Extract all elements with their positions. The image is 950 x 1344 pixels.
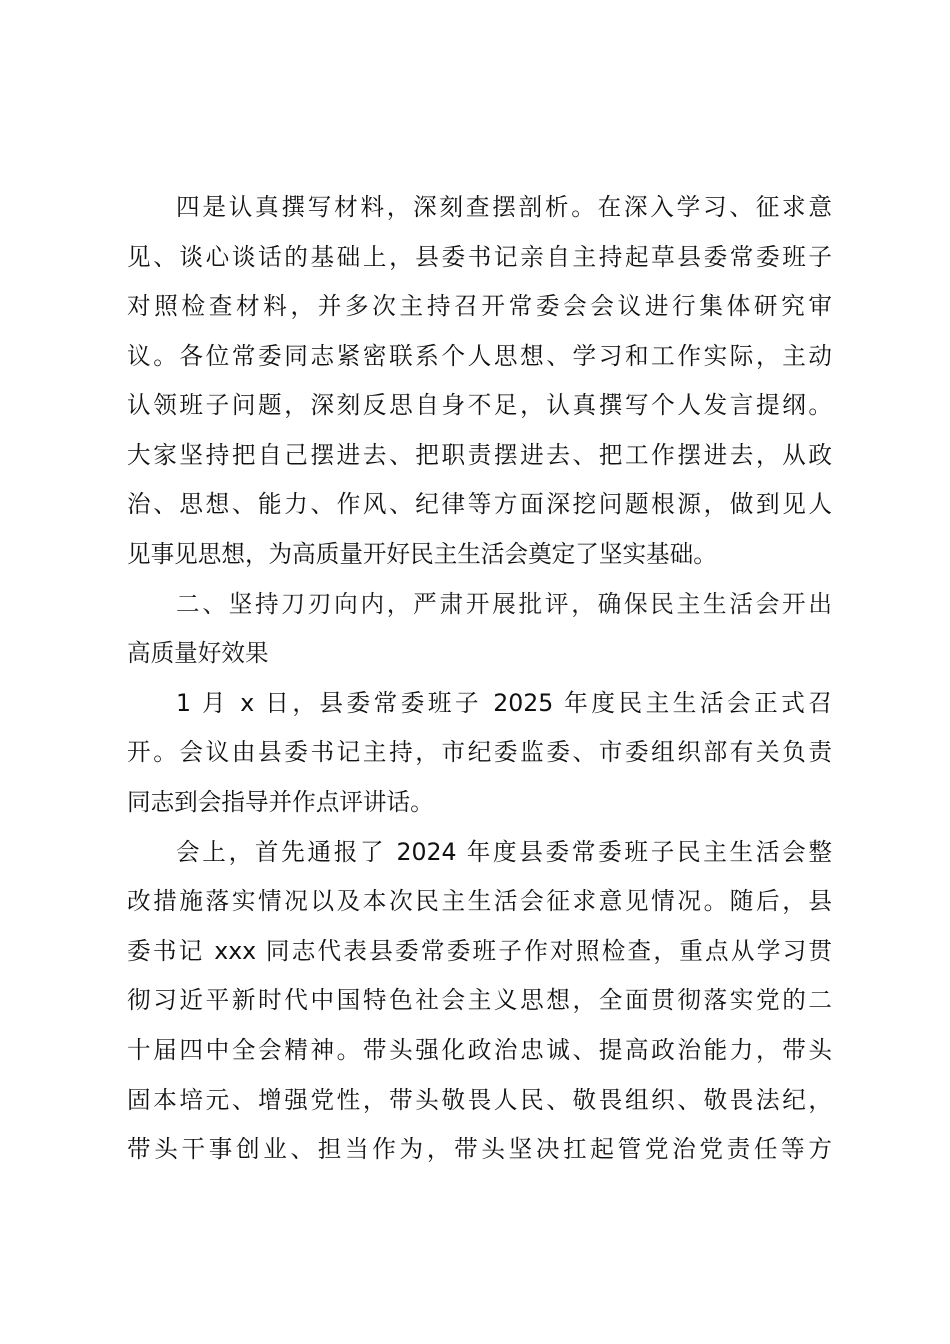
paragraph-line: 大家坚持把自己摆进去、把职责摆进去、把工作摆进去，从政 xyxy=(127,441,832,469)
paragraph-line: 带头干事创业、担当作为，带头坚决扛起管党治党责任等方 xyxy=(127,1135,832,1163)
section-heading-line: 高质量好效果 xyxy=(127,639,269,667)
paragraph-line: 对照检查材料，并多次主持召开常委会会议进行集体研究审 xyxy=(127,292,832,320)
paragraph-line: 十届四中全会精神。带头强化政治忠诚、提高政治能力，带头 xyxy=(127,1036,832,1064)
paragraph-line: 见事见思想，为高质量开好民主生活会奠定了坚实基础。 xyxy=(127,540,717,568)
paragraph-line: 委书记 xxx 同志代表县委常委班子作对照检查，重点从学习贯 xyxy=(127,937,832,965)
paragraph-line: 固本培元、增强党性，带头敬畏人民、敬畏组织、敬畏法纪， xyxy=(127,1086,832,1114)
paragraph-line: 认领班子问题，深刻反思自身不足，认真撰写个人发言提纲。 xyxy=(127,391,832,419)
paragraph-line: 开。会议由县委书记主持，市纪委监委、市委组织部有关负责 xyxy=(127,738,832,766)
paragraph-line: 同志到会指导并作点评讲话。 xyxy=(127,788,434,816)
paragraph-line: 1 月 x 日，县委常委班子 2025 年度民主生活会正式召 xyxy=(176,689,832,717)
paragraph-line: 四是认真撰写材料，深刻查摆剖析。在深入学习、征求意 xyxy=(176,193,832,221)
paragraph-line: 治、思想、能力、作风、纪律等方面深挖问题根源，做到见人 xyxy=(127,490,832,518)
paragraph-line: 会上，首先通报了 2024 年度县委常委班子民主生活会整 xyxy=(176,838,832,866)
section-heading-line: 二、坚持刀刃向内，严肃开展批评，确保民主生活会开出 xyxy=(176,590,832,618)
paragraph-line: 改措施落实情况以及本次民主生活会征求意见情况。随后，县 xyxy=(127,887,832,915)
paragraph-line: 议。各位常委同志紧密联系个人思想、学习和工作实际，主动 xyxy=(127,342,832,370)
paragraph-line: 彻习近平新时代中国特色社会主义思想，全面贯彻落实党的二 xyxy=(127,986,832,1014)
paragraph-line: 见、谈心谈话的基础上，县委书记亲自主持起草县委常委班子 xyxy=(127,243,832,271)
